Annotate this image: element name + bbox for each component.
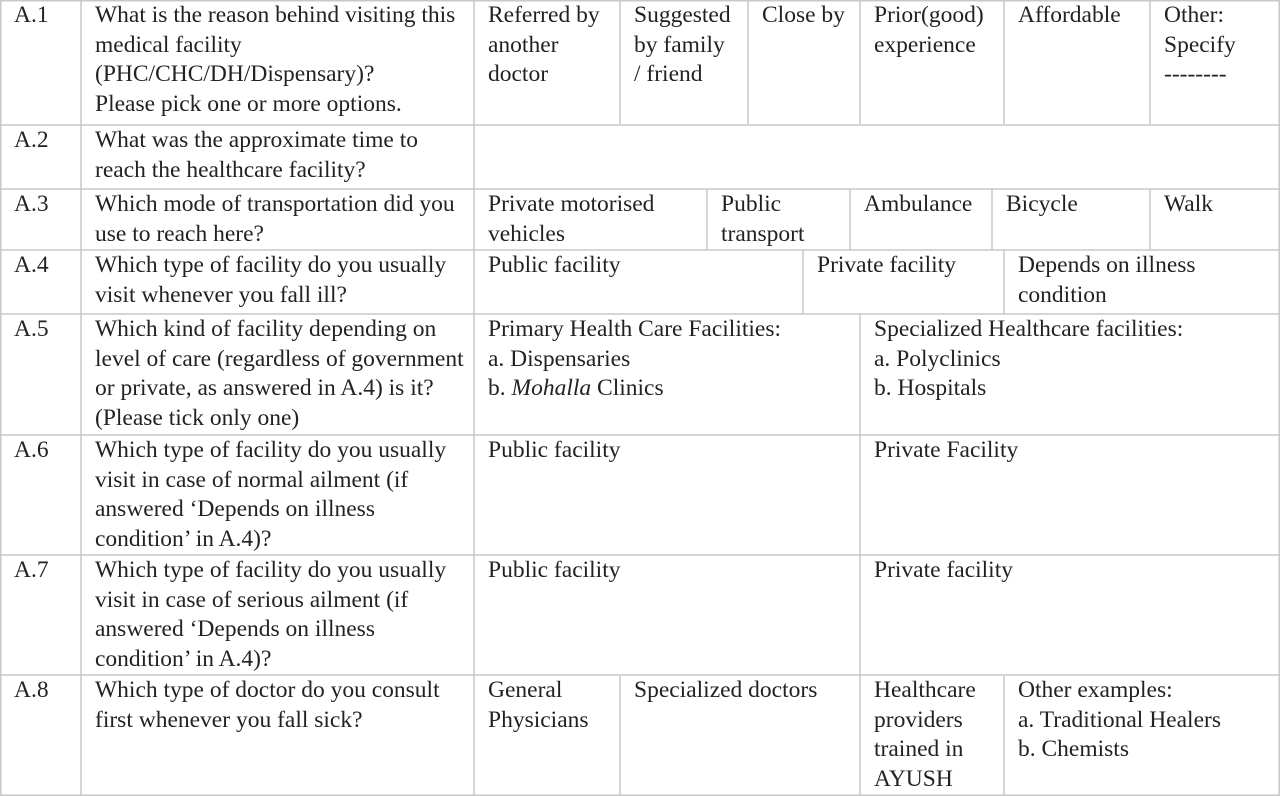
answer-option: Private facility <box>874 557 1013 583</box>
facility-item-prefix: b. Hospitals <box>874 375 987 401</box>
answer-option: Public transport <box>721 191 805 247</box>
question-id: A.4 <box>14 252 49 278</box>
answer-option: Public facility <box>488 557 621 583</box>
answer-option: Public facility <box>488 252 621 278</box>
question-id: A.1 <box>14 2 49 28</box>
answer-option: Prior(good) experience <box>874 2 984 58</box>
answer-option: Specialized doctors <box>634 677 818 703</box>
question-id: A.5 <box>14 316 49 342</box>
question-text: Which mode of transportation did you use to reach here? <box>95 191 455 247</box>
question-text: What is the reason behind visiting this medical facility (PHC/CHC/DH/Dispensary)? Please pick one or more options. <box>95 2 456 117</box>
question-id: A.8 <box>14 677 49 703</box>
facility-item-prefix: b. <box>488 375 512 401</box>
facility-category-title: Specialized Healthcare facilities: <box>874 316 1184 342</box>
facility-item-italic: Mohalla <box>511 375 592 401</box>
answer-option: Bicycle <box>1006 191 1078 217</box>
question-text: Which type of facility do you usually visit in case of serious ailment (if answered ‘Depends on illness condition’ in A.4)? <box>95 557 447 672</box>
answer-option: Public facility <box>488 437 621 463</box>
answer-option: Private Facility <box>874 437 1019 463</box>
facility-item-suffix: Clinics <box>591 375 664 401</box>
answer-option: General Physicians <box>488 677 589 733</box>
question-text: Which kind of facility depending on level of care (regardless of government or private, as answered in A.4) is it? (Please tick only one) <box>95 316 464 431</box>
question-id: A.2 <box>14 127 49 153</box>
answer-option: Affordable <box>1018 2 1121 28</box>
answer-option: Depends on illness condition <box>1018 252 1196 308</box>
answer-option <box>474 125 1280 189</box>
facility-item: a. Dispensaries <box>488 345 631 372</box>
question-id: A.6 <box>14 437 49 463</box>
answer-option: Suggested by family / friend <box>634 2 731 87</box>
question-id: A.3 <box>14 191 49 217</box>
answer-option: Close by <box>762 2 845 28</box>
question-text: Which type of facility do you usually visit whenever you fall ill? <box>95 252 447 308</box>
answer-option: Private facility <box>817 252 956 278</box>
answer-option: Other: Specify -------- <box>1164 2 1236 87</box>
question-text: Which type of doctor do you consult first whenever you fall sick? <box>95 677 440 733</box>
question-text: Which type of facility do you usually visit in case of normal ailment (if answered ‘Depends on illness condition’ in A.4)? <box>95 437 447 552</box>
answer-option <box>860 314 1280 435</box>
facility-item <box>488 374 860 404</box>
facility-category-title: Primary Health Care Facilities: <box>488 316 782 342</box>
answer-option: Private motorised vehicles <box>488 191 655 247</box>
facility-item: a. Polyclinics <box>874 345 1001 372</box>
answer-option: Ambulance <box>864 191 973 217</box>
facility-item <box>874 374 1280 404</box>
question-id: A.7 <box>14 557 49 583</box>
question-text: What was the approximate time to reach the healthcare facility? <box>95 127 419 183</box>
answer-option: Other examples: a. Traditional Healers b. Chemists <box>1018 677 1221 762</box>
answer-option <box>474 314 860 435</box>
answer-option: Referred by another doctor <box>488 2 600 87</box>
answer-option: Walk <box>1164 191 1214 217</box>
answer-option: Healthcare providers trained in AYUSH <box>874 677 976 792</box>
